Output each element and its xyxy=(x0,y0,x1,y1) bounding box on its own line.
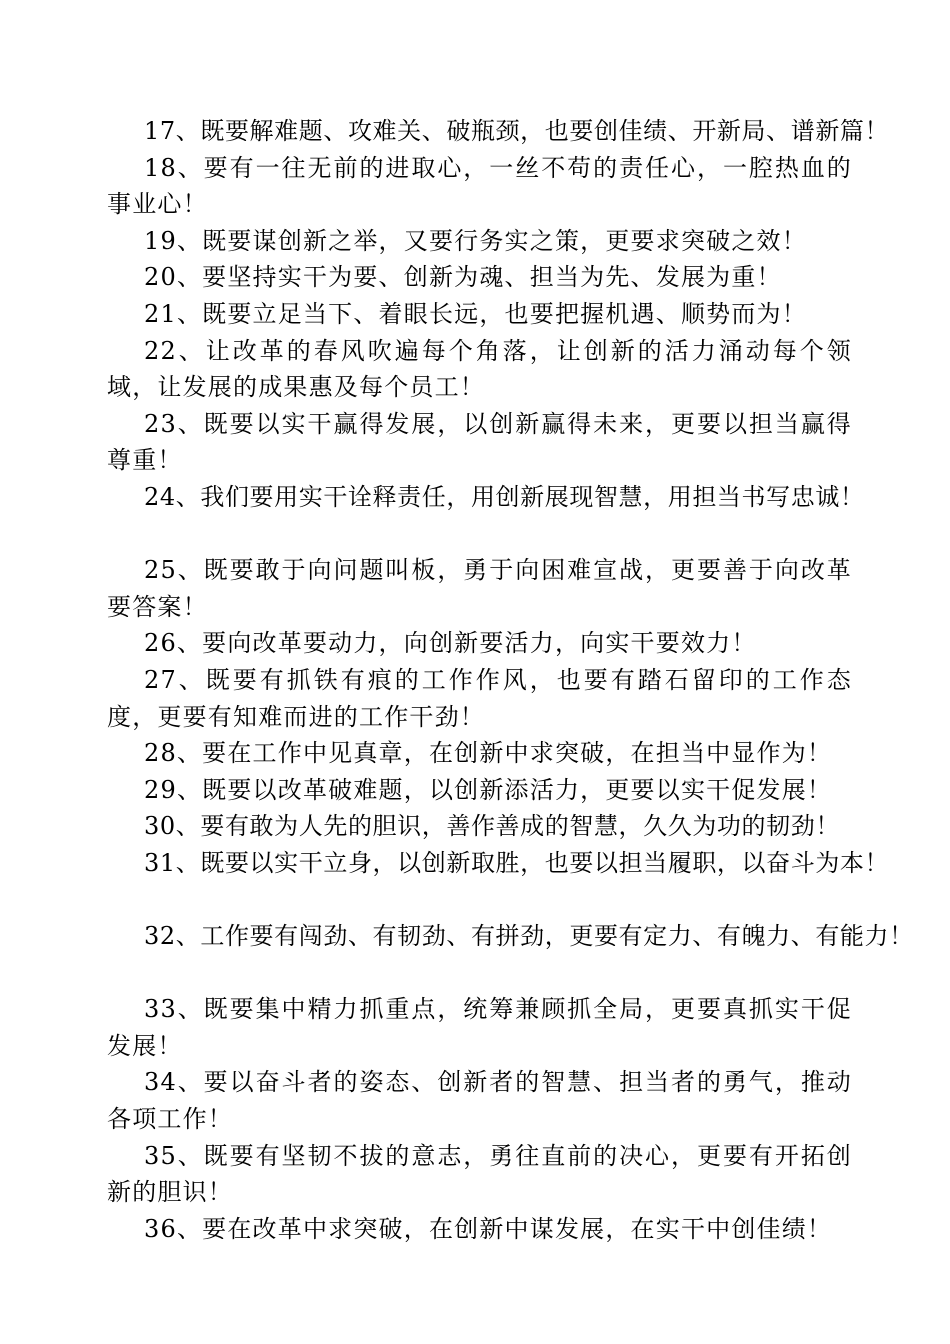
paragraph-spacer xyxy=(107,881,852,918)
paragraph-34: 34、要以奋斗者的姿态、创新者的智慧、担当者的勇气，推动各项工作！ xyxy=(107,1068,852,1134)
paragraph-22: 22、让改革的春风吹遍每个角落，让创新的活力涌动每个领域，让发展的成果惠及每个员工！ xyxy=(107,336,852,402)
paragraph-23: 23、既要以实干赢得发展，以创新赢得未来，更要以担当赢得尊重！ xyxy=(107,409,852,475)
paragraph-25: 25、既要敢于向问题叫板，勇于向困难宣战，更要善于向改革要答案！ xyxy=(107,556,852,621)
paragraph-spacer xyxy=(107,516,852,553)
paragraph-spacer xyxy=(107,955,852,992)
paragraph-19: 19、既要谋创新之举，又要行务实之策，更要求突破之效！ xyxy=(144,226,807,255)
document-page xyxy=(107,113,914,1247)
paragraph-27: 27、既要有抓铁有痕的工作作风，也要有踏石留印的工作态度，更要有知难而进的工作干劲！ xyxy=(107,665,852,731)
paragraph-28: 28、要在工作中见真章，在创新中求突破，在担当中显作为！ xyxy=(144,739,833,768)
paragraph-29: 29、既要以改革破难题，以创新添活力，更要以实干促发展！ xyxy=(144,775,833,804)
paragraph-17: 17、既要解难题、攻难关、破瓶颈，也要创佳绩、开新局、谱新篇！ xyxy=(144,117,890,145)
paragraph-18: 18、要有一往无前的进取心，一丝不苟的责任心，一腔热血的事业心！ xyxy=(107,153,852,219)
paragraph-31: 31、既要以实干立身，以创新取胜，也要以担当履职，以奋斗为本！ xyxy=(144,848,890,877)
paragraph-24: 24、我们要用实干诠释责任，用创新展现智慧，用担当书写忠诚！ xyxy=(144,482,865,511)
paragraph-36: 36、要在改革中求突破，在创新中谋发展，在实干中创佳绩！ xyxy=(144,1214,833,1243)
paragraph-32: 32、工作要有闯劲、有韧劲、有拼劲，更要有定力、有魄力、有能力！ xyxy=(144,922,914,951)
paragraph-21: 21、既要立足当下、着眼长远，也要把握机遇、顺势而为！ xyxy=(144,299,807,328)
paragraph-26: 26、要向改革要动力，向创新要活力，向实干要效力！ xyxy=(144,629,757,658)
paragraph-30: 30、要有敢为人先的胆识，善作善成的智慧，久久为功的韧劲！ xyxy=(144,812,840,841)
paragraph-20: 20、要坚持实干为要、创新为魂、担当为先、发展为重！ xyxy=(144,263,782,292)
paragraph-35: 35、既要有坚韧不拔的意志，勇往直前的决心，更要有开拓创新的胆识！ xyxy=(107,1141,852,1207)
paragraph-33: 33、既要集中精力抓重点，统筹兼顾抓全局，更要真抓实干促发展！ xyxy=(107,995,852,1060)
